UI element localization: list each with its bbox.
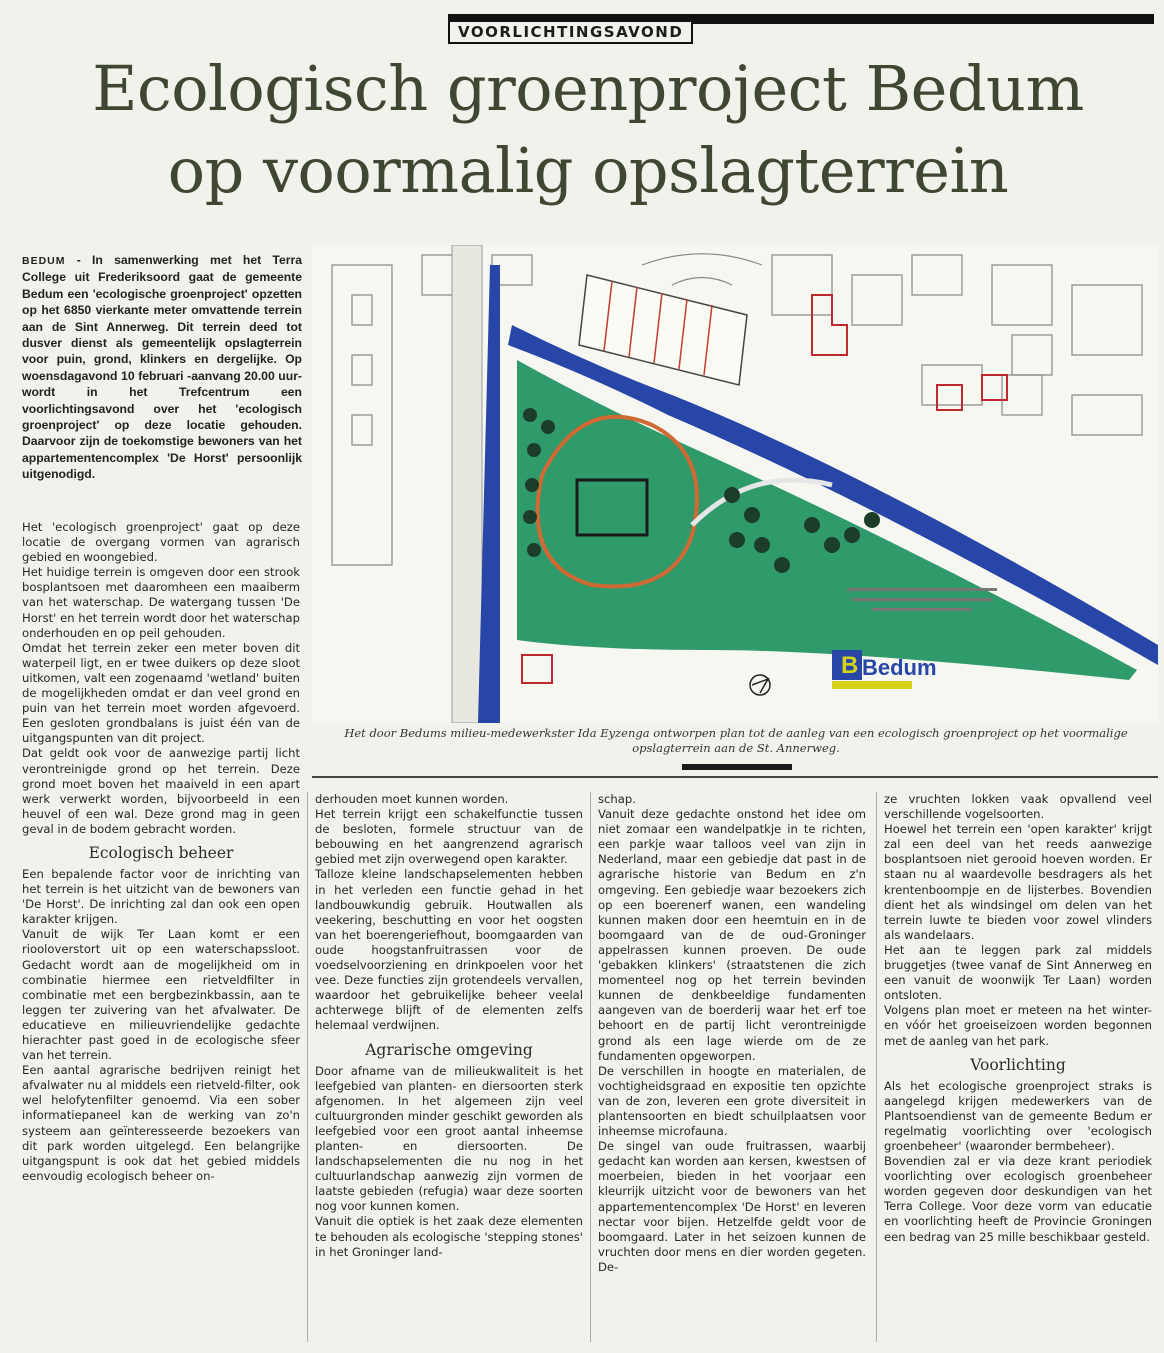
lead-text: - In samenwerking met het Terra College uit Frederiksoord gaat de gemeente Bedum een 'ecologische groenproject' opzetten op het 6850 vierkante meter omvattende terrein aan de Sint Annerweg. Dit terrein deed tot dusver dienst als gemeentelijk opslagterrein voor puin, grond, klinkers en dergelijke. Op woensdagavond 10 februari -aanvang 20.00 uur- wordt in het Trefcentrum een voorlichtingsavond over het 'ecologisch groenproject' op deze locatie gehouden. Daarvoor zijn de toekomstige bewoners van het appartementencomplex 'De Horst' persoonlijk uitgenodigd. [22, 253, 302, 482]
paragraph: derhouden moet kunnen worden. [315, 792, 509, 806]
paragraph: Het huidige terrein is omgeven door een strook bosplantsoen met daaromheen een maaiberm van het waterschap. De watergang tussen 'De Horst' en het terrein wordt door het waterschap onderhouden en op peil gehouden. [22, 565, 300, 640]
caption-rule [682, 764, 792, 770]
paragraph: Dat geldt ook voor de aanwezige partij licht verontreinigde grond op het terrein. Deze grond moet boven het maaiveld in een apart werk verwerkt worden, bijvoorbeeld in een heuvel of een wal. Deze grond mag in geen geval in de bodem gebracht worden. [22, 746, 300, 836]
paragraph: Het terrein krijgt een schakelfunctie tussen de besloten, formele structuur van de bebouwing en het aangrenzend agrarisch gebied met zijn overwegend open karakter. [315, 807, 583, 867]
paragraph: Het 'ecologisch groenproject' gaat op deze locatie de overgang vormen van agrarisch gebied en woongebied. [22, 520, 300, 565]
svg-text:B: B [841, 652, 859, 679]
logo-text: Bedum [862, 655, 937, 680]
road [452, 245, 482, 723]
article-column-2 [315, 792, 583, 1260]
column-divider [307, 792, 308, 1342]
paragraph: Omdat het terrein zeker een meter boven dit waterpeil ligt, en er twee duikers op deze sloot uitkomen, valt een zogenaamd 'wetland' buiten de mogelijkheden omdat er dan veel grond en puin van het terrein moet worden afgevoerd. Een gesloten grondbalans is juist één van de uitgangspunten van dit project. [22, 640, 300, 746]
article-column-3 [598, 792, 866, 1275]
paragraph: schap. [598, 792, 636, 806]
paragraph: Vanuit die optiek is het zaak deze elementen te behouden als ecologische 'stepping stones' in het Groninger land- [315, 1214, 583, 1259]
column-divider [590, 792, 591, 1342]
article-column-4 [884, 792, 1152, 1245]
paragraph: Een bepalende factor voor de inrichting van het terrein is het uitzicht van de bewoners van 'De Horst'. De inrichting zal dan ook een open karakter krijgen. [22, 866, 300, 927]
subheading-ecologisch-beheer: Ecologisch beheer [88, 843, 234, 862]
headline-line-2: op voormalig opslagterrein [167, 134, 1009, 207]
park-plan-map [312, 245, 1158, 723]
paragraph: De singel van oude fruitrassen, waarbij gedacht kan worden aan kersen, kwestsen of moerbeien, bieden in het voorjaar een kleurrijk uitzicht voor de bewoners van het appartementencomplex 'De Horst' en leveren nectar voor bijen. Hetzelfde geldt voor de boomgaard. Later in het seizoen kunnen de vruchten door mens en dier worden gegeten. De- [598, 1139, 866, 1274]
section-divider [312, 776, 1158, 778]
subheading-agrarische-omgeving: Agrarische omgeving [365, 1040, 533, 1059]
paragraph: De verschillen in hoogte en materialen, de vochtigheidsgraad en expositie ten opzichte van de zon, leveren een grote diversiteit in plantensoorten en biedt schuilplaatsen voor inheemse microfauna. [598, 1063, 866, 1139]
paragraph: Bovendien zal er via deze krant periodiek voorlichting over ecologisch groenbeheer worden gegeven door deskundigen van het Terra College. Voor deze vorm van educatie en voorlichting heeft de Provincie Groningen een bedrag van 25 mille beschikbaar gesteld. [884, 1154, 1152, 1244]
paragraph: Volgens plan moet er meteen na het winter- en vóór het groeiseizoen worden begonnen met de aanleg van het park. [884, 1003, 1152, 1048]
headline [18, 48, 1158, 212]
paragraph: Door afname van de milieukwaliteit is het leefgebied van planten- en diersoorten sterk afgenomen. In het algemeen zijn veel cultuurgronden minder geschikt geworden als leefgebied voor een groot aantal inheemse planten- en diersoorten. De landschapselementen die nu nog in het cultuurlandschap aanwezig zijn vormen de laatste gebieden (refugia) waar deze soorten nog voor kunnen komen. [315, 1063, 583, 1214]
paragraph: Als het ecologische groenproject straks is aangelegd krijgen medewerkers van de Plantsoendienst van de gemeente Bedum er regelmatig voorlichting over 'ecologisch groenbeheer' (waaronder bermbeheer). [884, 1078, 1152, 1153]
article-column-1 [22, 520, 300, 1184]
paragraph: Een aantal agrarische bedrijven reinigt het afvalwater nu al middels een rietveld-filter, ook wel helofytenfilter genoemd. Via een sober informatiepaneel kan de werking van zo'n systeem aan geïnteresseerde bezoekers van dit park worden uitgelegd. Een belangrijke uitgangspunt is ook dat het gebied middels eenvoudig ecologisch beheer on- [22, 1063, 300, 1183]
paragraph: Hoewel het terrein een 'open karakter' krijgt zal een deel van het reeds aanwezige bosplantsoen niet gerooid hoeven worden. Er staan nu al waardevolle besdragers als het krentenboompje en de lijsterbes. Bovendien dient het als windsingel om delen van het terrein luwte te bieden voor zowel vlinders als wandelaars. [884, 822, 1152, 942]
paragraph: Het aan te leggen park zal middels bruggetjes (twee vanaf de Sint Annerweg en een vanuit de woonwijk Ter Laan) worden ontsloten. [884, 942, 1152, 1003]
paragraph: Talloze kleine landschapselementen hebben in het verleden een functie gehad in het landbouwkundig gebruik. Houtwallen als veekering, beschutting en voor het oogsten van het boerengeriefhout, boomgaarden van oude hoogstanfruitrassen voor de voedselvoorziening en drinkpoelen voor het vee. Deze functies zijn grotendeels vervallen, waardoor het gebruikelijke beheer veelal achterwege blijft of de elementen zelfs helemaal verdwijnen. [315, 867, 583, 1033]
paragraph: Vanuit deze gedachte onstond het idee om niet zomaar een wandelpatkje in te richten, een parkje waar talloos veel van zijn in Nederland, maar een gebiedje dat past in de agrarische historie van Bedum en z'n omgeving. Een gebiedje waar bezoekers zich op een boerenerf wanen, een wandeling kunnen maken door een heemtuin en in de boomgaard van de de oud-Groninger appelrassen kunnen proeven. De oude 'gebakken klinkers' (straatstenen die zich momenteel nog op het terrein bevinden kunnen de denkbeeldige fundamenten aangeven van de boerderij waar het erf toe behoort en de partij licht verontreinigde grond als een lage wierde om de ze fundamenten opgeworpen. [598, 807, 866, 1063]
figure-caption: Het door Bedums milieu-medewerkster Ida Eyzenga ontworpen plan tot de aanleg van een ecologisch groenproject op het voormalige opslagterrein aan de St. Annerweg. [344, 726, 1128, 755]
paragraph: ze vruchten lokken vaak opvallend veel verschillende vogelsoorten. [884, 792, 1152, 822]
paragraph: Vanuit de wijk Ter Laan komt er een riooloverstort uit op een waterschapssloot. Gedacht wordt aan de mogelijkheid om in combinatie hiermee een rietveldfilter in combinatie met een bergbezinkbassin, aan te leggen ter zuivering van het afvalwater. De educatieve en milieuvriendelijke gedachte hierachter past goed in de ecologische sfeer van het terrein. [22, 927, 300, 1063]
kicker-label: VOORLICHTINGSAVOND [448, 20, 693, 44]
subheading-voorlichting: Voorlichting [970, 1055, 1066, 1074]
column-divider [876, 792, 877, 1342]
headline-line-1: Ecologisch groenproject Bedum [92, 52, 1084, 125]
lead-paragraph [22, 252, 302, 483]
dateline: BEDUM [22, 255, 66, 267]
